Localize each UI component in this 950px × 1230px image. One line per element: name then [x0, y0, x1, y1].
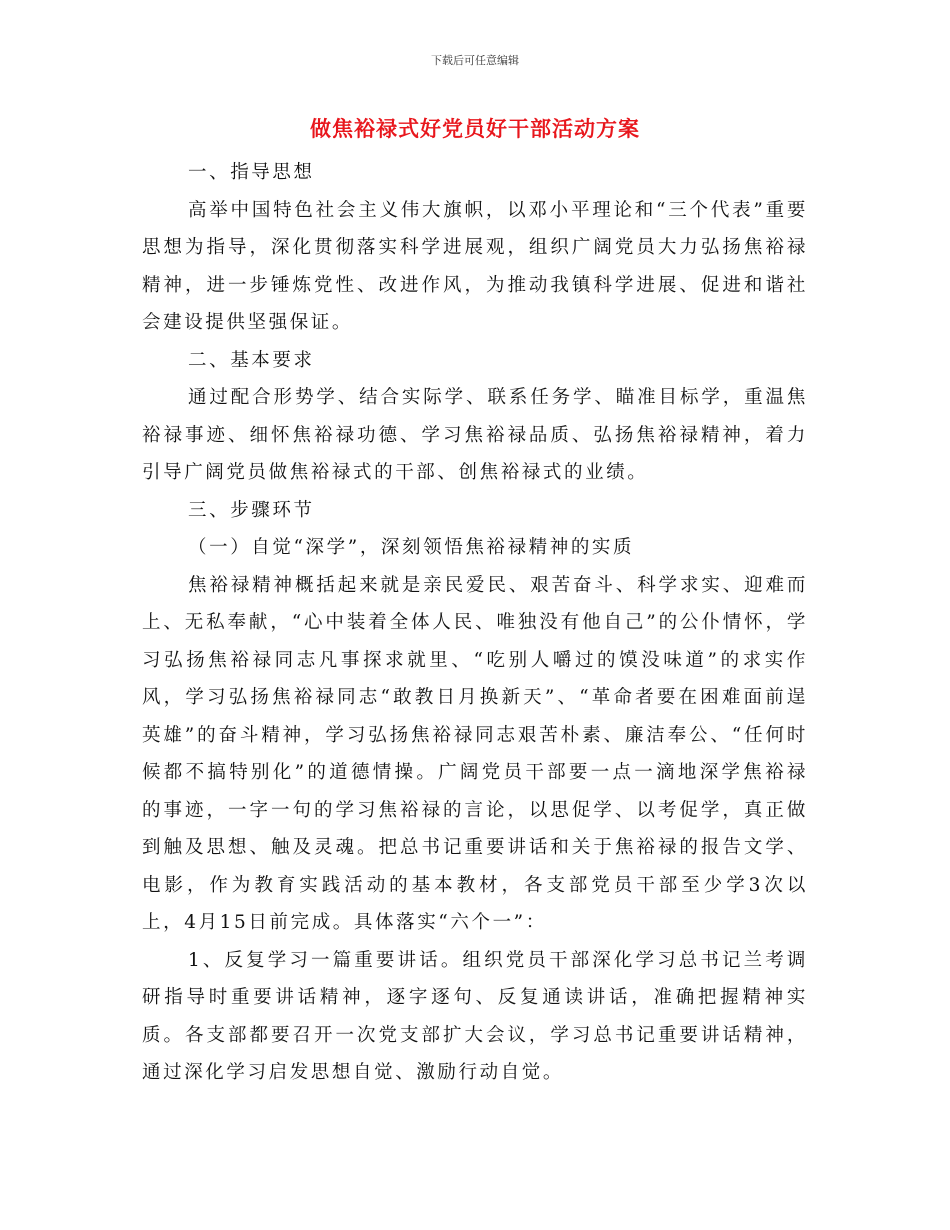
document-body	[142, 154, 808, 1092]
paragraph-guiding-ideology: 高举中国特色社会主义伟大旗帜，以邓小平理论和“三个代表”重要思想为指导，深化贯彻落实科学进展观，组织广阔党员大力弘扬焦裕禄精神，进一步锤炼党性、改进作风，为推动我镇科学进展、促进和谐社会建设提供坚强保证。	[142, 199, 808, 333]
section-heading-basic-requirements: 二、基本要求	[188, 349, 315, 371]
subsection-heading-deep-study: （一）自觉“深学”，深刻领悟焦裕禄精神的实质	[188, 537, 635, 558]
section-heading-guiding-ideology: 一、指导思想	[188, 162, 315, 183]
document-title: 做焦裕禄式好党员好干部活动方案	[310, 117, 640, 141]
section-heading-steps: 三、步骤环节	[188, 499, 315, 521]
paragraph-item-1: 1、反复学习一篇重要讲话。组织党员干部深化学习总书记兰考调研指导时重要讲话精神，逐字逐句、反复通读讲话，准确把握精神实质。各支部都要召开一次党支部扩大会议，学习总书记重要讲话精神，通过深化学习启发思想自觉、激励行动自觉。	[142, 949, 808, 1083]
header-note: 下载后可任意编辑	[431, 54, 519, 67]
paragraph-deep-study: 焦裕禄精神概括起来就是亲民爱民、艰苦奋斗、科学求实、迎难而上、无私奉献，“心中装着全体人民、唯独没有他自己”的公仆情怀，学习弘扬焦裕禄同志凡事探求就里、“吃别人嚼过的馍没味道”的求实作风，学习弘扬焦裕禄同志“敢教日月换新天”、“革命者要在困难面前逞英雄”的奋斗精神，学习弘扬焦裕禄同志艰苦朴素、廉洁奉公、“任何时候都不搞特别化”的道德情操。广阔党员干部要一点一滴地深学焦裕禄的事迹，一字一句的学习焦裕禄的言论，以思促学、以考促学，真正做到触及思想、触及灵魂。把总书记重要讲话和关于焦裕禄的报告文学、电影，作为教育实践活动的基本教材，各支部党员干部至少学3次以上，4月15日前完成。具体落实“六个一”：	[142, 574, 808, 933]
paragraph-basic-requirements: 通过配合形势学、结合实际学、联系任务学、瞄准目标学，重温焦裕禄事迹、细怀焦裕禄功德、学习焦裕禄品质、弘扬焦裕禄精神，着力引导广阔党员做焦裕禄式的干部、创焦裕禄式的业绩。	[142, 387, 808, 483]
